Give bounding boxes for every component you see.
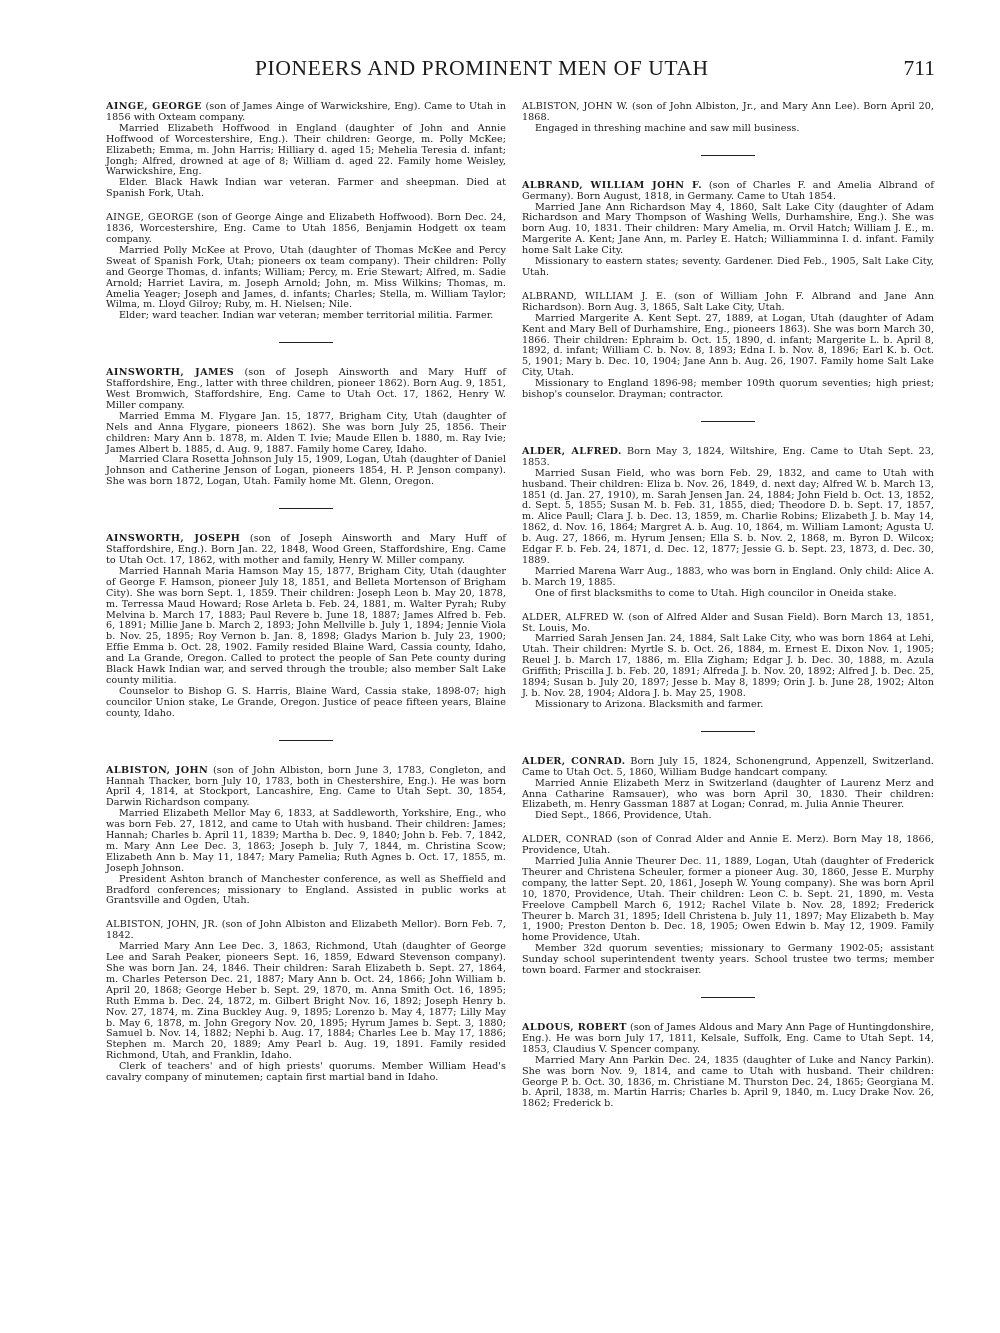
- entry-paragraph: Missionary to eastern states; seventy. Gardener. Died Feb., 1905, Salt Lake City, Utah.: [522, 256, 934, 278]
- entry-text: Born July 15, 1824, Schonengrund, Appenzell, Switzerland. Came to Utah Oct. 5, 1860, William Budge handcart company.: [522, 755, 935, 778]
- entry-name: ALBRAND, WILLIAM JOHN F.: [522, 179, 702, 191]
- entry-name: ALBISTON, JOHN, JR.: [106, 919, 219, 931]
- entry-intro: [522, 102, 934, 124]
- entry-intro: [522, 447, 934, 469]
- entry-paragraph: Clerk of teachers' and of high priests' quorums. Member William Head's cavalry company of minutemen; captain first martial band in Idaho.: [106, 1061, 506, 1084]
- entry-name: AINGE, GEORGE: [106, 212, 194, 224]
- entry-paragraph: Married Jane Ann Richardson May 4, 1860, Salt Lake City (daughter of Adam Richardson and Mary Thompson of Washing Wells, Durhamshire, Eng.). She was born Aug. 10, 1831. Their children: Mary Amelia, m. Orvil Hatch; William J. E., m. Margerite A. Kent; Jane Ann, m. Parley E. Hatch; Williamminna I. d. infant. Family home Salt Lake City.: [522, 201, 934, 257]
- left-column: [106, 102, 506, 1084]
- entry-text: (son of Joseph Ainsworth and Mary Huff of Staffordshire, Eng.). Born Jan. 22, 1848, Wood Green, Staffordshire, Eng. Came to Utah Oct. 17, 1862, with mother and family, Henry W. Miller company.: [106, 533, 506, 566]
- entry-text: (son of Alfred Alder and Susan Field). Born March 13, 1851, St. Louis, Mo.: [522, 611, 934, 634]
- entry-text: (son of James Ainge of Warwickshire, Eng). Came to Utah in 1856 with Oxteam company.: [106, 101, 506, 123]
- entry-paragraph: Married Clara Rosetta Johnson July 15, 1909, Logan, Utah (daughter of Daniel Johnson and Catherine Jenson of Logan, pioneers 1854, H. P. Jenson company). She was born 1872, Logan, Utah. Family home Mt. Glenn, Oregon.: [106, 454, 506, 488]
- entry-separator: [106, 720, 506, 766]
- entry-text: (son of John Albiston, Jr., and Mary Ann Lee). Born April 20, 1868.: [522, 101, 934, 123]
- biography-entry: [522, 757, 934, 822]
- entry-separator: [106, 488, 506, 534]
- entry-text: (son of William John F. Albrand and Jane Ann Richardson). Born Aug. 3, 1865, Salt Lake City, Utah.: [522, 290, 934, 313]
- entry-paragraph: President Ashton branch of Manchester conference, as well as Sheffield and Bradford conferences; missionary to England. Assisted in public works at Grantsville and Ogden, Utah.: [106, 873, 506, 907]
- entry-separator: [522, 135, 934, 181]
- entry-name: ALBRAND, WILLIAM J. E.: [522, 290, 667, 302]
- entry-paragraph: Missionary to England 1896-98; member 109th quorum seventies; high priest; bishop's counselor. Drayman; contractor.: [522, 378, 934, 401]
- entry-intro: [106, 920, 506, 942]
- entry-paragraph: Married Marena Warr Aug., 1883, who was born in England. Only child: Alice A. b. March 19, 1885.: [522, 565, 934, 588]
- entry-paragraph: Married Elizabeth Hoffwood in England (daughter of John and Annie Hoffwood of Worcestershire, Eng.). Their children: George, m. Polly McKee; Elizabeth; Emma, m. John Harris; Hilliary d. aged 15; Mehelia Teresia d. infant; Jongh; Alfred, drowned at age of 8; William d. aged 22. Family home Weisley, Warwickshire, Eng.: [106, 122, 506, 178]
- entry-intro: [522, 181, 934, 203]
- separator-rule: [701, 731, 755, 732]
- entry-paragraph: Elder; ward teacher. Indian war veteran; member territorial militia. Farmer.: [119, 310, 494, 322]
- entry-text: (son of John Albiston, born June 3, 1783, Congleton, and Hannah Thacker, born July 10, 1783, both in Chestershire, Eng.). He was born April 4, 1814, at Stockport, Lancashire, Eng. Came to Utah Sept. 30, 1854, Darwin Richardson company.: [106, 764, 506, 809]
- entry-name: AINGE, GEORGE: [106, 101, 202, 112]
- entry-paragraph: Married Elizabeth Mellor May 6, 1833, at Saddleworth, Yorkshire, Eng., who was born Feb. 27, 1812, and came to Utah with husband. Their children: James; Hannah; Charles b. April 11, 1839; Martha b. Dec. 9, 1840; John b. Feb. 7, 1842, m. Mary Ann Lee Dec. 3, 1863; Joseph b. July 7, 1844, m. Christina Scow; Elizabeth Ann b. May 11, 1847; Mary Pamelia; Ruth Agnes b. Oct. 17, 1855, m. Joseph Johnson.: [106, 808, 506, 874]
- biography-entry: [106, 213, 506, 322]
- entry-text: (son of John Albiston and Elizabeth Mellor). Born Feb. 7, 1842.: [106, 919, 507, 942]
- entry-separator: [522, 977, 934, 1023]
- entry-separator: [106, 322, 506, 368]
- entry-name: ALDER, CONRAD.: [522, 755, 626, 767]
- entry-paragraph: Engaged in threshing machine and saw mill business.: [535, 122, 800, 134]
- biography-entry: [522, 181, 934, 279]
- biography-entry: [106, 920, 506, 1084]
- separator-rule: [701, 155, 755, 156]
- entry-intro: [522, 613, 934, 635]
- entry-paragraph: Married Sarah Jensen Jan. 24, 1884, Salt Lake City, who was born 1864 at Lehi, Utah. Their children: Myrtle S. b. Oct. 26, 1884, m. Ernest E. Dixon Nov. 1, 1905; Reuel J. b. March 17, 1886, m. Ella Zigham; Edgar J. b. Dec. 30, 1888, m. Azula Griffith; Priscilla J. b. Feb. 20, 1891; Alfreda J. b. Nov. 20, 1892; Alfred J. b. Dec. 25, 1894; Susan b. July 20, 1897; Jesse b. May 8, 1899; Orin J. b. June 28, 1902; Alton J. b. Nov. 28, 1904; Aldora J. b. May 25, 1908.: [522, 633, 934, 699]
- entry-name: ALBISTON, JOHN W.: [522, 101, 629, 112]
- biography-entry: [522, 447, 934, 600]
- biography-entry: [522, 292, 934, 401]
- entry-intro: [106, 213, 506, 246]
- entry-paragraph: Married Mary Ann Lee Dec. 3, 1863, Richmond, Utah (daughter of George Lee and Sarah Peaker, pioneers Sept. 16, 1859, Edward Stevenson company). She was born Jan. 24, 1846. Their children: Sarah Elizabeth b. Sept. 27, 1864, m. Charles Peterson Dec. 21, 1887; Mary Ann b. Oct. 24, 1866; John William b. April 20, 1868; George Heber b. Sept. 29, 1870, m. Anna Smith Oct. 16, 1895; Ruth Emma b. Dec. 24, 1872, m. Gilbert Bright Nov. 16, 1892; Joseph Henry b. Nov. 27, 1874, m. Zina Buckley Aug. 9, 1895; Lorenzo b. May 4, 1877; Lilly May b. May 6, 1878, m. John Gregory Nov. 20, 1895; Hyrum James b. Sept. 3, 1880; Samuel b. Nov. 14, 1882; Nephi b. Aug. 17, 1884; Charles Lee b. May 17, 1886; Stephen m. March 20, 1889; Amy Pearl b. Aug. 19, 1891. Family resided Richmond, Utah, and Franklin, Idaho.: [106, 941, 506, 1062]
- entry-paragraph: Married Margerite A. Kent Sept. 27, 1889, at Logan, Utah (daughter of Adam Kent and Mary Bell of Durhamshire, Eng., pioneers 1863). She was born March 30, 1866. Their children: Ephraim b. Oct. 15, 1890, d. infant; Margerite L. b. April 8, 1892, d. infant; William C. b. Nov. 8, 1893; Edna I. b. Nov. 8, 1896; Earl K. b. Oct. 5, 1901; Mary b. Dec. 10, 1904; Jane Ann b. Aug. 26, 1907. Family home Salt Lake City, Utah.: [522, 312, 934, 379]
- entry-intro: [522, 1023, 934, 1056]
- entry-text: (son of Conrad Alder and Annie E. Merz). Born May 18, 1866, Providence, Utah.: [522, 834, 934, 857]
- entry-paragraph: Married Susan Field, who was born Feb. 29, 1832, and came to Utah with husband. Their children: Eliza b. Nov. 26, 1849, d. next day; Alfred W. b. March 13, 1851 (d. Jan. 27, 1910), m. Sarah Jensen Jan. 24, 1884; John Field b. Oct. 13, 1852, d. Sept. 5, 1855; Susan M. b. Feb. 31, 1855, died; Theodore D. b. Sept. 17, 1857, m. Alice Paull; Clara J. b. Dec. 13, 1859, m. Charlie Robins; Elizabeth J. b. May 14, 1862, d. Nov. 16, 1864; Margret A. b. Aug. 10, 1864, m. William Lamont; Agusta U. b. Aug. 27, 1866, m. Hyrum Jensen; Ella S. b. Nov. 2, 1868, m. Byron D. Wilcox; Edgar F. b. Feb. 24, 1871, d. Dec. 12, 1877; Jessie G. b. Sept. 23, 1873, d. Dec. 30, 1889.: [522, 467, 934, 566]
- entry-paragraph: Married Julia Annie Theurer Dec. 11, 1889, Logan, Utah (daughter of Frederick Theurer and Christena Scheuler, former a pioneer Aug. 30, 1860, Jesse E. Murphy company, the latter Sept. 20, 1861, Joseph W. Young company). She was born April 10, 1870, Providence, Utah. Their children: Leon C. b. Sept. 21, 1890, m. Vesta Freelove Campbell March 6, 1912; Rachel Vilate b. Nov. 28, 1892; Frederick Theurer b. March 31, 1895; Idell Christena b. July 11, 1897; May Elizabeth b. May 1, 1900; Preston Denton b. Dec. 18, 1905; Owen Edwin b. May 12, 1909. Family home Providence, Utah.: [522, 856, 934, 944]
- right-column: [522, 102, 934, 1110]
- entry-text: (son of James Aldous and Mary Ann Page of Huntingdonshire, Eng.). He was born July 17, 1811, Kelsale, Suffolk, Eng. Came to Utah Sept. 14, 1853, Claudius V. Spencer company.: [522, 1022, 935, 1055]
- entry-paragraph: Married Annie Elizabeth Merz in Switzerland (daughter of Laurenz Merz and Anna Catharine Ramsauer), who was born April 30, 1830. Their children: Elizabeth, m. Henry Gassman 1887 at Logan; Conrad, m. Julia Annie Theurer.: [522, 777, 934, 811]
- entry-text: (son of Charles F. and Amelia Albrand of Germany). Born August, 1818, in Germany. Came to Utah 1854.: [522, 179, 934, 202]
- entry-intro: [106, 368, 506, 412]
- separator-rule: [701, 997, 755, 998]
- entry-paragraph: Married Polly McKee at Provo, Utah (daughter of Thomas McKee and Percy Sweat of Spanish Fork, Utah; pioneers ox team company). Their children: Polly and George Thomas, d. infants; William; Percy, m. Erie Stewart; Alfred, m. Sadie Arnold; Harriet Lavira, m. Joseph Arnold; John, m. Miss Wilkins; Thomas, m. Amelia Yeager; Joseph and James, d. infants; Charles; Stella, m. William Taylor; Wilma, m. Lloyd Gilroy; Ruby, m. H. Nielsen; Nile.: [106, 244, 506, 311]
- entry-intro: [106, 766, 506, 810]
- biography-entry: [522, 1023, 934, 1110]
- entry-intro: [522, 292, 934, 314]
- entry-paragraph: Married Mary Ann Parkin Dec. 24, 1835 (daughter of Luke and Nancy Parkin). She was born Nov. 9, 1814, and came to Utah with husband. Their children: George P. b. Oct. 30, 1836, m. Christiane M. Thurston Dec. 24, 1865; Georgiana M. b. April, 1838, m. Martin Harris; Charles b. April 9, 1840, m. Lucy Drake Nov. 26, 1862; Frederick b.: [522, 1054, 934, 1110]
- entry-intro: [106, 102, 506, 124]
- entry-name: ALDER, ALFRED.: [522, 445, 622, 457]
- entry-paragraph: Died Sept., 1866, Providence, Utah.: [535, 810, 712, 822]
- entry-text: Born May 3, 1824, Wiltshire, Eng. Came to Utah Sept. 23, 1853.: [522, 445, 934, 468]
- entry-paragraph: Missionary to Arizona. Blacksmith and farmer.: [535, 698, 764, 710]
- entry-name: AINSWORTH, JAMES: [106, 367, 235, 379]
- entry-separator: [522, 711, 934, 757]
- separator-rule: [701, 421, 755, 422]
- entry-paragraph: Married Emma M. Flygare Jan. 15, 1877, Brigham City, Utah (daughter of Nels and Anna Flygare, pioneers 1862). She was born July 25, 1856. Their children: Mary Ann b. 1878, m. Alden T. Ivie; Maude Ellen b. 1880, m. Ray Ivie; James Albert b. 1885, d. Aug. 9, 1887. Family home Carey, Idaho.: [106, 410, 506, 455]
- biography-entry: [106, 534, 506, 719]
- entry-name: ALDER, ALFRED W.: [522, 611, 625, 623]
- entry-paragraph: Counselor to Bishop G. S. Harris, Blaine Ward, Cassia stake, 1898-07; high councilor Union stake, Le Grande, Oregon. Justice of peace fifteen years, Blaine county, Idaho.: [106, 685, 506, 719]
- entry-intro: [106, 534, 506, 567]
- separator-rule: [279, 342, 333, 343]
- running-title: PIONEERS AND PROMINENT MEN OF UTAH: [255, 56, 709, 80]
- entry-paragraph: Married Hannah Maria Hamson May 15, 1877, Brigham City, Utah (daughter of George F. Hamson, pioneer July 18, 1851, and Belleta Mortenson of Brigham City). She was born Sept. 1, 1859. Their children: Joseph Leon b. May 20, 1878, m. Terressa Maud Howard; Rose Arleta b. Feb. 24, 1881, m. Walter Pyrah; Ruby Melvina b. March 17, 1883; Paul Revere b. June 18, 1887; James Alfred b. Feb. 6, 1891; Millie Jane b. March 2, 1893; John Mellville b. July 1, 1894; Jennie Viola b. Nov. 25, 1895; Roy Vernon b. Jan. 8, 1898; Gladys Marion b. July 23, 1900; Effie Emma b. Oct. 28, 1902. Family resided Blaine Ward, Cassia county, Idaho, and La Grande, Oregon. Called to protect the people of San Pete county during Black Hawk Indian war, and served through the trouble; also member Salt Lake county militia.: [106, 565, 506, 686]
- entry-name: ALBISTON, JOHN: [106, 764, 209, 776]
- entry-name: ALDER, CONRAD: [522, 834, 613, 846]
- page-number: 711: [903, 56, 935, 80]
- entry-intro: [522, 835, 934, 857]
- entry-text: (son of George Ainge and Elizabeth Hoffwood). Born Dec. 24, 1836, Worcestershire, Eng. Came to Utah 1856, Benjamin Hodgett ox team company.: [106, 212, 506, 245]
- page-header: [255, 56, 935, 86]
- entry-paragraph: One of first blacksmiths to come to Utah. High councilor in Oneida stake.: [535, 587, 897, 599]
- biography-entry: [522, 102, 934, 135]
- entry-intro: [522, 757, 934, 779]
- separator-rule: [279, 740, 333, 741]
- entry-paragraph: Member 32d quorum seventies; missionary to Germany 1902-05; assistant Sunday school superintendent twenty years. School trustee two terms; member town board. Farmer and stockraiser.: [522, 943, 934, 977]
- entry-name: ALDOUS, ROBERT: [522, 1022, 627, 1033]
- biography-entry: [522, 613, 934, 711]
- entry-name: AINSWORTH, JOSEPH: [106, 533, 241, 545]
- biography-entry: [522, 835, 934, 977]
- entry-separator: [522, 401, 934, 447]
- biography-entry: [106, 766, 506, 908]
- biography-entry: [106, 102, 506, 200]
- entry-text: (son of Joseph Ainsworth and Mary Huff of Staffordshire, Eng., latter with three children, pioneer 1862). Born Aug. 9, 1851, West Bromwich, Staffordshire, Eng. Came to Utah Oct. 17, 1862, Henry W. Miller company.: [106, 367, 506, 411]
- entry-paragraph: Elder. Black Hawk Indian war veteran. Farmer and sheepman. Died at Spanish Fork, Utah.: [106, 177, 506, 200]
- biography-entry: [106, 368, 506, 488]
- separator-rule: [279, 508, 333, 509]
